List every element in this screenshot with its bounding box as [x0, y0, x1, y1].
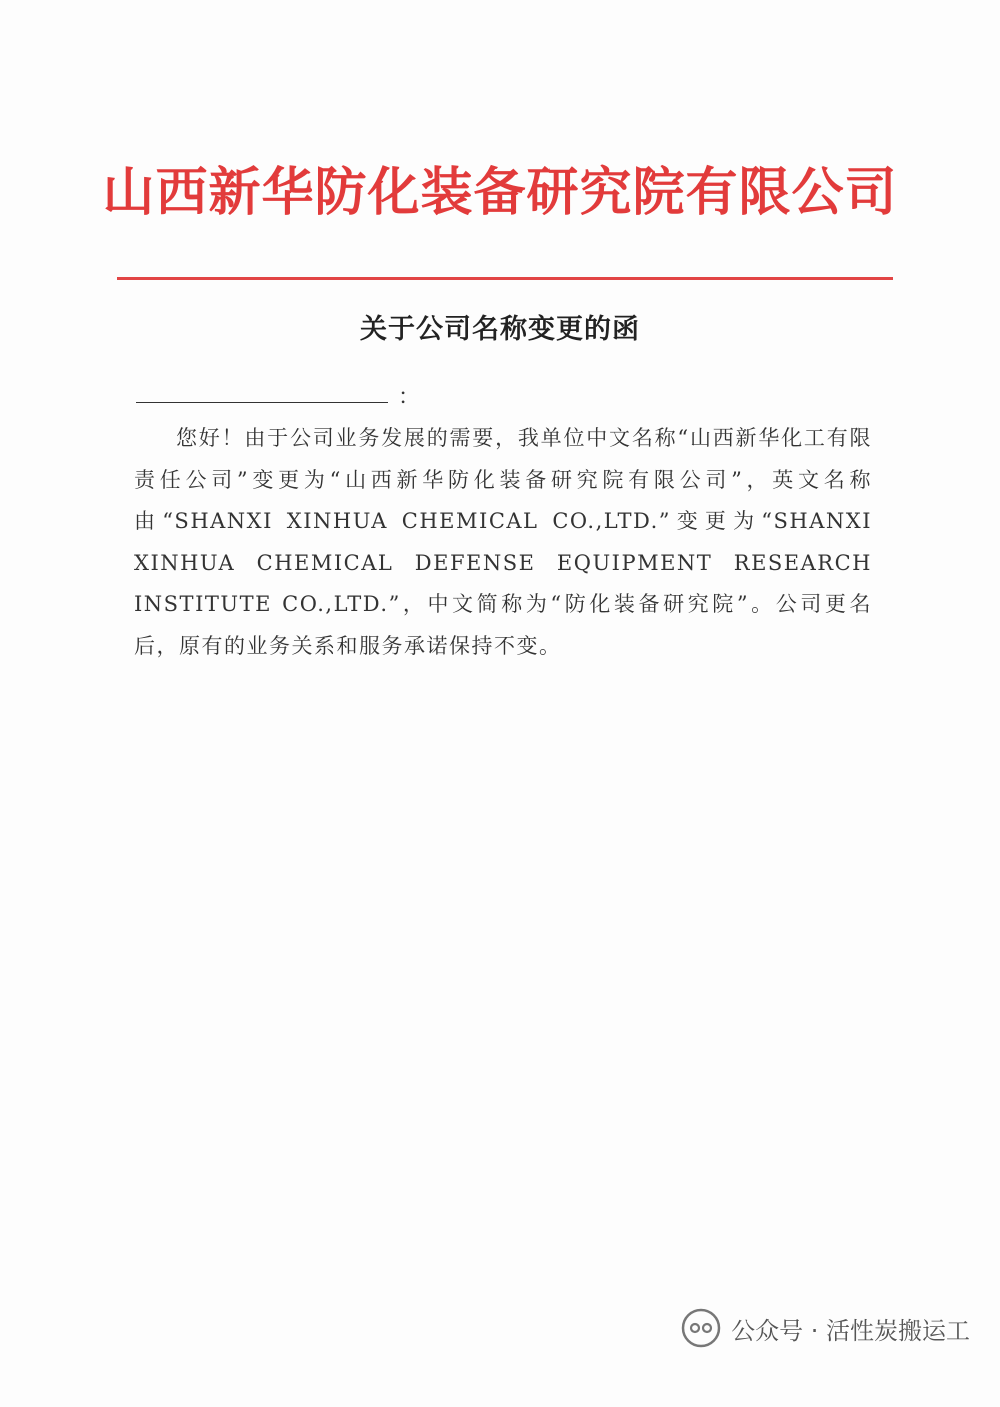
- watermark-text: 公众号 · 活性炭搬运工: [731, 1316, 970, 1345]
- letterhead-red-rule: [117, 277, 893, 280]
- letter-body-paragraph: 您好！由于公司业务发展的需要，我单位中文名称“山西新华化工有限责任公司”变更为“山西新华防化装备研究院有限公司”，英文名称由“SHANXI XINHUA CHEMICAL CO.,LTD.”变更为“SHANXI XINHUA CHEMICAL DEFENSE EQUIPMENT RESEARCH INSTITUTE CO.,LTD.”，中文简称为“防化装备研究院”。公司更名后，原有的业务关系和服务承诺保持不变。: [134, 426, 872, 658]
- letter-body: [134, 418, 872, 667]
- letter-subject: 关于公司名称变更的函: [360, 314, 640, 345]
- addressee-underline: [136, 402, 388, 403]
- watermark: [681, 1304, 970, 1352]
- addressee-colon: ：: [398, 385, 421, 410]
- addressee-blank: [136, 380, 436, 408]
- letterhead-company-name: 山西新华防化装备研究院有限公司: [102, 163, 898, 223]
- wechat-official-account-icon: [681, 1308, 721, 1348]
